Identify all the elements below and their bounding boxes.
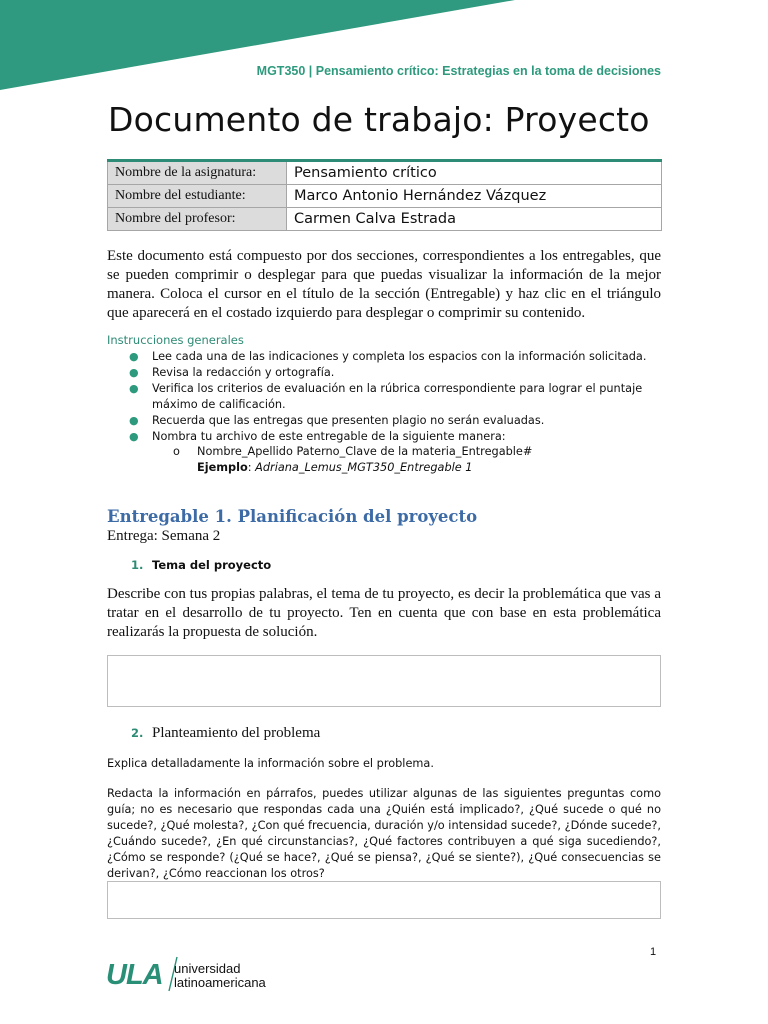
delivery-week: Entrega: Semana 2 <box>107 528 221 544</box>
instruction-text: Verifica los criterios de evaluación en la rúbrica correspondiente para lograr el puntaje máximo de calificación. <box>152 382 643 411</box>
project-topic-answer-box[interactable] <box>107 655 661 707</box>
student-label: Nombre del estudiante: <box>108 185 287 208</box>
instruction-text: Revisa la redacción y ortografía. <box>152 366 335 379</box>
instruction-text: Recuerda que las entregas que presenten plagio no serán evaluadas. <box>152 414 545 427</box>
hollow-bullet-icon: o <box>173 445 180 458</box>
table-row <box>108 161 662 185</box>
item-1-heading <box>131 558 271 572</box>
course-header: MGT350 | Pensamiento crítico: Estrategias en la toma de decisiones <box>256 64 661 78</box>
example-label: Ejemplo <box>197 461 248 474</box>
filename-example: Ejemplo: Adriana_Lemus_MGT350_Entregable 1 <box>197 461 473 474</box>
subject-value[interactable]: Pensamiento crítico <box>287 161 662 185</box>
item-title: Tema del proyecto <box>152 558 272 572</box>
bullet-icon: ● <box>129 382 139 395</box>
bullet-icon: ● <box>129 366 139 379</box>
student-value[interactable]: Marco Antonio Hernández Vázquez <box>287 185 662 208</box>
item-2-instruction: Explica detalladamente la información sobre el problema. <box>107 757 434 770</box>
item-2-description: Redacta la información en párrafos, puedes utilizar algunas de las siguientes preguntas como guía; no es necesario que respondas cada una ¿Quién está implicado?, ¿Qué sucede o qué no sucede?, ¿Qué molesta?, ¿Con qué frecuencia, duración y/o intensidad sucede?, ¿Dónde sucede?, ¿Cuándo sucede?, ¿En qué circunstancias?, ¿Qué factores contribuyen a qué siga sucediendo?, ¿Cómo se responde? (¿Qué se hace?, ¿Qué se piensa?, ¿Qué se siente?), ¿Qué consecuencias se derivan?, ¿Cómo reaccionan los otros? <box>107 787 661 880</box>
intro-paragraph: Este documento está compuesto por dos secciones, correspondientes a los entregables, que se pueden comprimir o desplegar para que puedas visualizar la información de la mejor manera. Coloca el cursor en el título de la sección (Entregable) y haz clic en el triángulo que aparecerá en el costado izquierdo para desplegar o comprimir su contenido. <box>107 248 661 321</box>
list-item <box>107 413 663 429</box>
filename-format <box>173 444 663 476</box>
document-title: Documento de trabajo: Proyecto <box>108 100 650 139</box>
logo-mark: ULA <box>106 959 163 991</box>
table-row <box>108 185 662 208</box>
item-2-heading <box>131 725 320 742</box>
professor-label: Nombre del profesor: <box>108 208 287 231</box>
list-item <box>107 429 663 445</box>
bullet-icon: ● <box>129 430 139 443</box>
table-row <box>108 208 662 231</box>
list-item <box>107 381 663 413</box>
instruction-text: Lee cada una de las indicaciones y completa los espacios con la información solicitada. <box>152 350 647 363</box>
instruction-text: Nombra tu archivo de este entregable de la siguiente manera: <box>152 430 506 443</box>
header-banner <box>0 0 768 100</box>
bullet-icon: ● <box>129 414 139 427</box>
item-1-description: Describe con tus propias palabras, el tema de tu proyecto, es decir la problemática que vas a tratar en el desarrollo de tu proyecto. Ten en cuenta que con base en esta problemática realizarás la propuesta de solución. <box>107 586 661 640</box>
item-title: Planteamiento del problema <box>152 725 321 741</box>
list-item <box>107 365 663 381</box>
info-table <box>107 159 662 231</box>
professor-value[interactable]: Carmen Calva Estrada <box>287 208 662 231</box>
subject-label: Nombre de la asignatura: <box>108 161 287 185</box>
instructions-list <box>107 349 663 445</box>
item-number: 2. <box>131 726 144 740</box>
logo-wordmark <box>174 962 266 990</box>
instructions-heading: Instrucciones generales <box>107 333 244 347</box>
bullet-icon: ● <box>129 350 139 363</box>
problem-statement-answer-box[interactable] <box>107 881 661 919</box>
list-item <box>107 349 663 365</box>
section-title-entregable-1[interactable]: Entregable 1. Planificación del proyecto <box>107 507 478 526</box>
item-number: 1. <box>131 558 144 572</box>
logo-line-2: latinoamericana <box>174 975 266 990</box>
example-value: Adriana_Lemus_MGT350_Entregable 1 <box>255 461 473 474</box>
filename-pattern: Nombre_Apellido Paterno_Clave de la materia_Entregable# <box>197 445 533 458</box>
page-number: 1 <box>650 946 657 958</box>
logo-line-1: universidad <box>174 961 241 976</box>
